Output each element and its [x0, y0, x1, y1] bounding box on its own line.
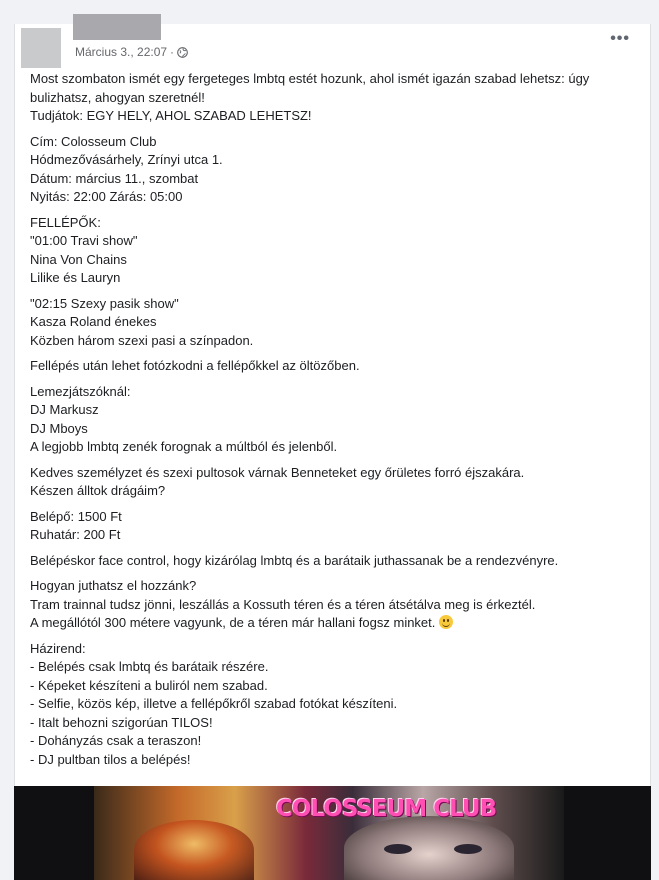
post-line-text: - Belépés csak lmbtq és barátaik részére.: [30, 659, 269, 674]
post-line: [30, 232, 640, 251]
post-paragraph: [30, 214, 640, 288]
post-line: [30, 151, 640, 170]
post-line-text: Nina Von Chains: [30, 251, 127, 267]
post-line-text: Dátum: március 11., szombat: [30, 170, 199, 186]
post-line: [30, 133, 640, 152]
post-line-text: "02:15 Szexy pasik show": [30, 295, 179, 311]
post-line-text: Most szombaton ismét egy fergeteges lmbtq estét hozunk, ahol ismét igazán szabad lehetsz: úgy: [30, 71, 590, 86]
post-line: [30, 596, 640, 615]
post-line: [30, 70, 640, 89]
post-paragraph: [30, 295, 640, 351]
poster-eye-left: [384, 844, 412, 854]
post-paragraph: [30, 640, 640, 770]
poster-title: COLOSSEUM CLUB: [276, 796, 497, 822]
post-line: [30, 714, 640, 733]
post-line: [30, 658, 640, 677]
post-paragraph: [30, 552, 640, 571]
post-line: [30, 269, 640, 288]
post-line: [30, 464, 640, 483]
post-line-text: DJ Markusz: [30, 402, 99, 417]
post-line-text: Belépő: 1500 Ft: [30, 508, 122, 524]
poster-face-right: [344, 816, 514, 880]
poster-face-left: [134, 820, 254, 880]
post-line-text: - DJ pultban tilos a belépés!: [30, 751, 191, 767]
post-paragraph: [30, 133, 640, 207]
post-line: [30, 170, 640, 189]
meta-separator: ·: [170, 45, 175, 59]
post-line-text: Tram trainnal tudsz jönni, leszállás a Kossuth téren és a téren átsétálva meg is érkeztél.: [30, 596, 536, 612]
globe-icon[interactable]: [177, 47, 188, 58]
post-line: [30, 552, 640, 571]
post-line-text: Készen álltok drágáim?: [30, 483, 166, 498]
post-text: [30, 70, 640, 776]
post-line-text: "01:00 Travi show": [30, 233, 138, 248]
post-line-text: DJ Mboys: [30, 420, 88, 436]
post-line: [30, 188, 640, 207]
post-card: [14, 24, 651, 880]
post-line-text: Lilike és Lauryn: [30, 270, 121, 285]
event-poster-image[interactable]: [14, 786, 651, 880]
post-line: [30, 751, 640, 770]
post-line: [30, 357, 640, 376]
post-line-text: A megállótól 300 métere vagyunk, de a téren már hallani fogsz minket.: [30, 615, 436, 630]
post-line-text: Házirend:: [30, 640, 86, 656]
post-line: [30, 614, 640, 633]
post-line: [30, 214, 640, 233]
post-line-text: Lemezjátszóknál:: [30, 383, 131, 399]
post-line: [30, 332, 640, 351]
post-date[interactable]: Március 3., 22:07: [75, 45, 168, 59]
post-line: [30, 89, 640, 108]
post-line-text: bulizhatsz, ahogyan szeretnél!: [30, 89, 205, 105]
post-line: [30, 438, 640, 457]
post-line: [30, 295, 640, 314]
post-paragraph: [30, 508, 640, 545]
post-line-text: Kasza Roland énekes: [30, 314, 157, 329]
post-paragraph: [30, 357, 640, 376]
post-line-text: - Selfie, közös kép, illetve a fellépőkről szabad fotókat készíteni.: [30, 696, 398, 711]
post-line-text: Tudjátok: EGY HELY, AHOL SZABAD LEHETSZ!: [30, 108, 312, 123]
post-line-text: A legjobb lmbtq zenék forognak a múltból és jelenből.: [30, 439, 338, 454]
post-meta: [75, 45, 188, 59]
post-paragraph: [30, 464, 640, 501]
post-line: [30, 313, 640, 332]
post-line: [30, 640, 640, 659]
smiley-emoji-icon: [439, 615, 453, 629]
post-line-text: Belépéskor face control, hogy kizárólag lmbtq és a barátaik juthassanak be a rendezvényre.: [30, 552, 559, 568]
post-line-text: Hogyan juthatsz el hozzánk?: [30, 578, 197, 593]
post-line: [30, 107, 640, 126]
post-paragraph: [30, 70, 640, 126]
post-line: [30, 732, 640, 751]
post-line: [30, 420, 640, 439]
post-line-text: Fellépés után lehet fotózkodni a fellépőkkel az öltözőben.: [30, 358, 360, 373]
post-line: [30, 526, 640, 545]
post-line: [30, 677, 640, 696]
post-line-text: Ruhatár: 200 Ft: [30, 527, 121, 542]
avatar[interactable]: [21, 28, 61, 68]
post-line-text: Nyitás: 22:00 Zárás: 05:00: [30, 189, 183, 204]
post-line: [30, 251, 640, 270]
post-paragraph: [30, 383, 640, 457]
redacted-author-name: [73, 14, 161, 40]
post-line-text: Hódmezővásárhely, Zrínyi utca 1.: [30, 152, 223, 167]
post-line-text: Cím: Colosseum Club: [30, 133, 157, 149]
post-line: [30, 577, 640, 596]
post-paragraph: [30, 577, 640, 633]
post-line: [30, 695, 640, 714]
more-options-icon[interactable]: •••: [610, 30, 630, 47]
post-line-text: FELLÉPŐK:: [30, 214, 101, 230]
post-line: [30, 401, 640, 420]
poster-eye-right: [454, 844, 482, 854]
post-line: [30, 508, 640, 527]
post-line-text: Közben három szexi pasi a színpadon.: [30, 332, 254, 348]
post-line-text: Kedves személyzet és szexi pultosok várnak Benneteket egy őrületes forró éjszakára.: [30, 464, 525, 480]
post-line-text: - Dohányzás csak a teraszon!: [30, 733, 202, 748]
post-line: [30, 482, 640, 501]
post-line: [30, 383, 640, 402]
post-line-text: - Italt behozni szigorúan TILOS!: [30, 714, 213, 730]
post-line-text: - Képeket készíteni a buliról nem szabad.: [30, 677, 268, 693]
